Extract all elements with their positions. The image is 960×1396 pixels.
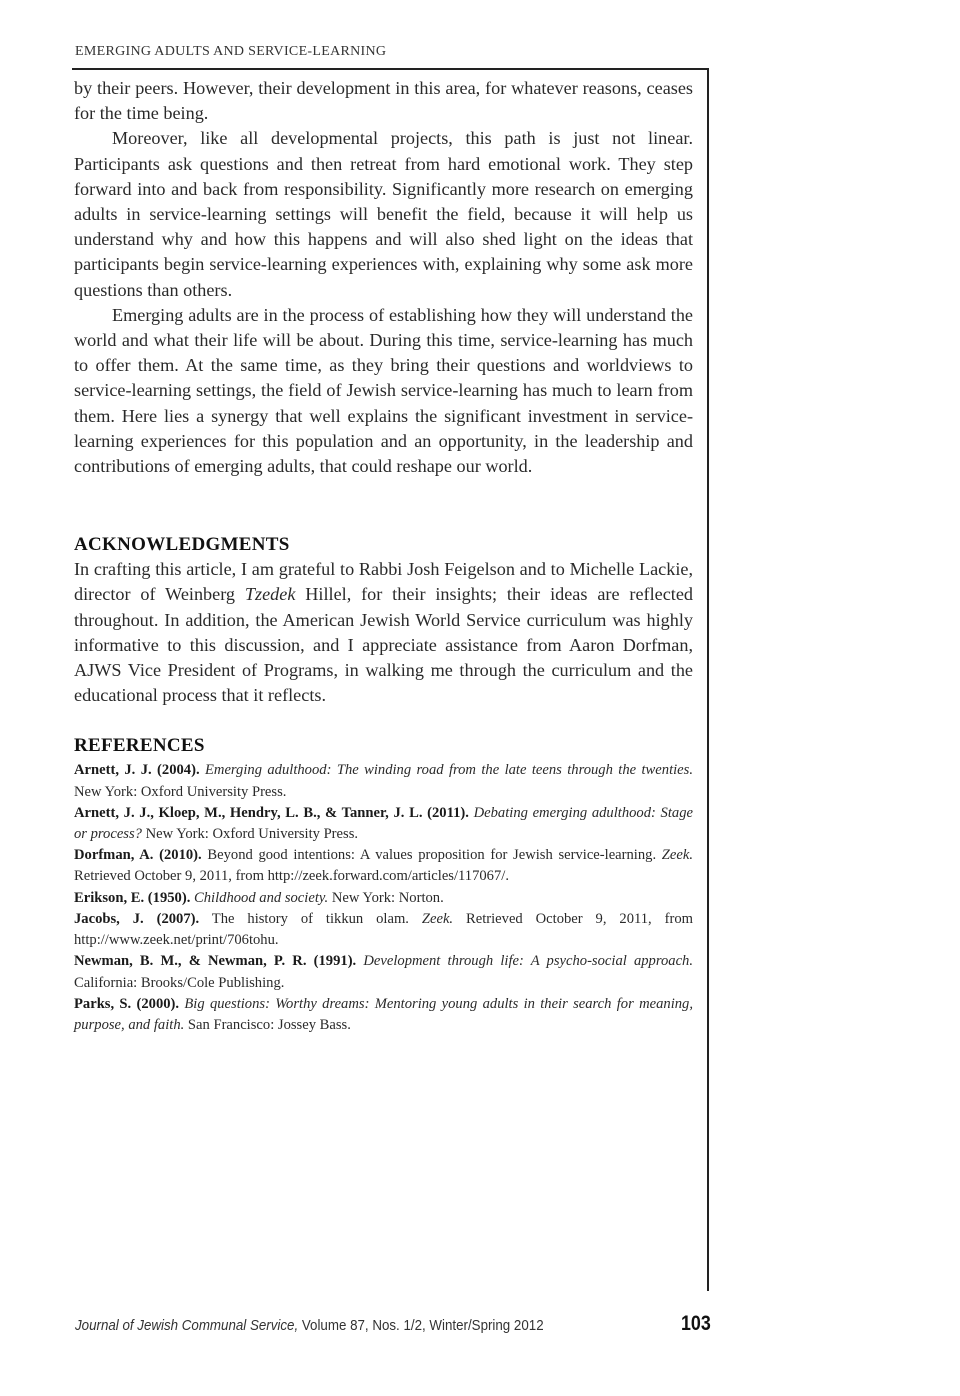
acknowledgments-text bbox=[74, 557, 693, 708]
reference-author: Parks, S. (2000). bbox=[74, 995, 180, 1012]
reference-title: Development through life: A psycho-social approach. bbox=[363, 953, 693, 970]
reference-post: Retrieved October 9, 2011, from http://www.zeek.net/print/706tohu. bbox=[74, 910, 693, 949]
reference-author: Newman, B. M., & Newman, P. R. (1991). bbox=[74, 953, 357, 970]
ack-text-part-2: Hillel, for their insights; their ideas are reflected throughout. In addition, the American Jewish World Service curriculum was highly informative to this discussion, and I appreciate assistance from Aaron Dorfman, AJWS Vice President of Programs, in walking me through the curriculum and the educational process that it reflects. bbox=[74, 584, 693, 706]
body-paragraph-1: by their peers. However, their development in this area, for whatever reasons, ceases for the time being. bbox=[74, 78, 693, 124]
right-rule bbox=[707, 68, 709, 1291]
acknowledgments-heading: ACKNOWLEDGMENTS bbox=[74, 534, 290, 556]
ack-text-part-1: In crafting this article, I am grateful to Rabbi Josh Feigelson and to Michelle Lackie, director of Weinberg bbox=[74, 559, 693, 605]
reference-author: Jacobs, J. (2007). bbox=[74, 910, 200, 927]
references-heading: REFERENCES bbox=[74, 735, 205, 757]
reference-entry bbox=[74, 994, 693, 1036]
main-content bbox=[74, 76, 693, 1036]
body-paragraph-2: Moreover, like all developmental projects, this path is just not linear. Participants ask questions and then retreat from hard emotional work. They step forward into and back from responsibility. Significantly more research on emerging adults in service-learning settings will benefit the field, because it will help us understand why and how this happens and will also shed light on the ideas that participants begin service-learning experiences with, explaining why some ask more questions than others. bbox=[74, 128, 693, 300]
reference-author: Arnett, J. J., Kloep, M., Hendry, L. B., & Tanner, J. L. (2011). bbox=[74, 804, 469, 821]
reference-author: Arnett, J. J. (2004). bbox=[74, 762, 200, 779]
references-list bbox=[74, 760, 693, 1036]
reference-title: Childhood and society. bbox=[194, 889, 329, 906]
running-head: EMERGING ADULTS AND SERVICE-LEARNING bbox=[75, 44, 387, 59]
reference-title: Emerging adulthood: The winding road from the late teens through the twenties. bbox=[204, 762, 693, 779]
reference-entry bbox=[74, 803, 693, 845]
reference-entry bbox=[74, 845, 693, 887]
reference-pre: The history of tikkun olam. bbox=[199, 910, 422, 927]
footer-journal-name: Journal of Jewish Communal Service, bbox=[75, 1318, 299, 1334]
reference-pre: Beyond good intentions: A values proposition for Jewish service-learning. bbox=[201, 847, 662, 864]
reference-author: Dorfman, A. (2010). bbox=[74, 847, 202, 864]
footer-journal-details: Volume 87, Nos. 1/2, Winter/Spring 2012 bbox=[298, 1318, 544, 1334]
reference-title: Big questions: Worthy dreams: Mentoring young adults in their search for meaning, purpose, and faith. bbox=[74, 995, 693, 1033]
reference-post: Retrieved October 9, 2011, from http://zeek.forward.com/articles/117067/. bbox=[74, 868, 509, 885]
footer-journal-citation bbox=[75, 1318, 544, 1334]
page-number: 103 bbox=[681, 1312, 711, 1335]
reference-post: California: Brooks/Cole Publishing. bbox=[74, 974, 285, 991]
reference-entry bbox=[74, 888, 693, 909]
reference-entry bbox=[74, 909, 693, 951]
ack-italic-tzedek: Tzedek bbox=[244, 584, 296, 605]
reference-post: New York: Norton. bbox=[328, 889, 444, 906]
top-rule bbox=[72, 68, 709, 70]
reference-post: New York: Oxford University Press. bbox=[74, 783, 287, 800]
reference-title: Zeek. bbox=[661, 847, 693, 864]
reference-post: San Francisco: Jossey Bass. bbox=[184, 1016, 351, 1033]
reference-entry bbox=[74, 760, 693, 802]
reference-title: Debating emerging adulthood: Stage or process? bbox=[74, 804, 693, 843]
body-paragraph-3: Emerging adults are in the process of establishing how they will understand the world and what their life will be about. During this time, service-learning has much to offer them. At the same time, as they bring their questions and worldviews to service-learning settings, the field of Jewish service-learning has much to learn from them. Here lies a synergy that well explains the significant investment in service-learning experiences for this population and an opportunity, in the leadership and contributions of emerging adults, that could reshape our world. bbox=[74, 304, 693, 477]
reference-entry bbox=[74, 951, 693, 993]
reference-author: Erikson, E. (1950). bbox=[74, 889, 191, 906]
reference-title: Zeek. bbox=[421, 910, 454, 927]
reference-post: New York: Oxford University Press. bbox=[141, 826, 359, 843]
